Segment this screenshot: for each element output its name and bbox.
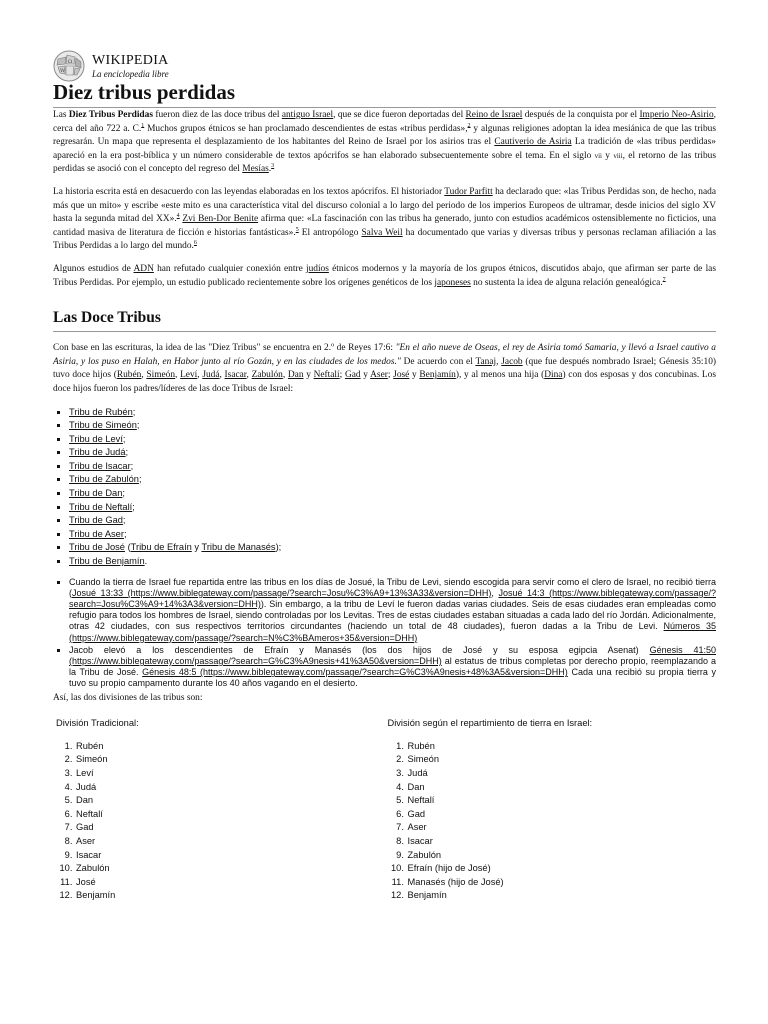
- text: fueron diez de las doce tribus del: [153, 110, 282, 120]
- list-item: ▪ Tribu de Zabulón;: [69, 473, 716, 487]
- link-isacar[interactable]: Isacar: [224, 370, 247, 381]
- link-tribu[interactable]: Tribu de Leví: [69, 433, 123, 444]
- link-tribu[interactable]: Tribu de Dan: [69, 488, 123, 499]
- text: han refutado cualquier conexión entre: [153, 263, 306, 274]
- link-salva-weil[interactable]: Salva Weil: [361, 227, 403, 238]
- list-item: 12. Benjamín: [75, 889, 385, 903]
- list-item: 11. José: [75, 876, 385, 890]
- text: ,: [175, 370, 181, 381]
- text: ,: [246, 370, 252, 381]
- text: ,: [282, 370, 288, 381]
- list-item: 5. Neftalí: [407, 794, 717, 808]
- link-tribu[interactable]: Tribu de Simeón: [69, 420, 137, 431]
- list-item: 5. Dan: [75, 794, 385, 808]
- text: );: [275, 542, 282, 553]
- list-item: ▪ Tribu de Gad;: [69, 514, 716, 528]
- list-item: ▪ Tribu de Judá;: [69, 446, 716, 460]
- note-item: [69, 645, 716, 690]
- text: ,: [141, 370, 147, 381]
- link-tudor-parfitt[interactable]: Tudor Parfitt: [444, 186, 493, 197]
- link-tribu[interactable]: Tribu de Aser: [69, 528, 124, 539]
- text: afirma que: «La fascinación con las tribus ha generado, junto con estudios académicos ostensiblemente no ficticios, una cantidad masiva de literatura de ficción e historias fantásticas».: [53, 214, 717, 238]
- list-item: ▪ Tribu de Simeón;: [69, 419, 716, 433]
- intro-paragraph-1: [53, 109, 716, 177]
- link-dan[interactable]: Dan: [287, 370, 304, 381]
- link-neftali[interactable]: Neftalí: [313, 370, 340, 381]
- text: .: [268, 164, 272, 175]
- text: ;: [387, 370, 394, 381]
- text: étnicos modernos y la mayoría de los grupos étnicos, discutidos abajo, que afirman ser parte de las Tribus Perdidas. Por ejemplo, un estudio publicado recientemente sobre los orígenes genéticos de los: [53, 263, 716, 288]
- list-item: ▪ Tribu de Aser;: [69, 528, 716, 542]
- link-tribu[interactable]: Tribu de Judá: [69, 447, 126, 458]
- link-tribu-de-manases[interactable]: Tribu de Manasés: [201, 542, 276, 553]
- list-item: 3. Judá: [407, 767, 717, 781]
- roman-numeral: viii: [613, 151, 623, 160]
- text: Con base en las escrituras, la idea de las "Diez Tribus" se encuentra en 2.º de Reyes 17:6:: [53, 343, 396, 354]
- reference-link[interactable]: 3: [271, 163, 275, 170]
- list-item: 7. Gad: [75, 821, 385, 835]
- link-judios[interactable]: judíos: [305, 263, 329, 274]
- text: , cerca del año 722 a. C.: [53, 110, 717, 134]
- article-body: [53, 109, 716, 903]
- link-gad[interactable]: Gad: [344, 370, 361, 381]
- link-reino-de-israel[interactable]: Reino de Israel: [465, 110, 523, 120]
- roman-numeral: vii: [594, 151, 602, 160]
- list-item: 7. Aser: [407, 821, 717, 835]
- page-title: Diez tribus perdidas: [53, 80, 716, 108]
- divisions-intro: Así, las dos divisiones de las tribus son:: [53, 692, 203, 703]
- scripture-quote: "En el año nueve de Oseas, el rey de Asiria tomó Samaria, y llevó a Israel cautivo a Asiria, y los puso en Halah, en Habor junto al río Gozán, y en las ciudades de los medos.": [53, 343, 716, 367]
- list-item: 11. Manasés (hijo de José): [407, 876, 717, 890]
- text: ,: [491, 587, 499, 598]
- link-tribu[interactable]: Tribu de Zabulón: [69, 474, 139, 485]
- link-tribu[interactable]: Tribu de Neftalí: [69, 501, 133, 512]
- section-heading: Las Doce Tribus: [53, 308, 716, 332]
- wikipedia-logo[interactable]: [53, 50, 169, 82]
- link-tribu[interactable]: Tribu de Gad: [69, 515, 123, 526]
- link-cautiverio-de-asiria[interactable]: Cautiverio de Asiria: [494, 137, 572, 148]
- link-aser[interactable]: Aser: [370, 370, 388, 381]
- list-item: 4. Dan: [407, 781, 717, 795]
- text: Las: [53, 110, 69, 120]
- reference-link[interactable]: 5: [295, 226, 299, 233]
- text: ), y al menos una hija (: [455, 370, 545, 381]
- division-traditional: [53, 717, 385, 903]
- text: y: [360, 370, 371, 381]
- text: Algunos estudios de: [53, 263, 134, 274]
- list-item: 6. Gad: [407, 808, 717, 822]
- link-imperio-neo-asirio[interactable]: Imperio Neo-Asirio: [639, 110, 714, 120]
- list-item: 12. Benjamín: [407, 889, 717, 903]
- division-title: División según el repartimiento de tierra en Israel:: [387, 718, 593, 729]
- text: Jacob elevó a los descendientes de Efraín y Manasés (los dos hijos de José y su esposa egipcia Asenat): [69, 644, 650, 655]
- text: ;: [339, 370, 345, 381]
- link-mesias[interactable]: Mesías: [242, 164, 269, 175]
- list-item: ▪ Tribu de Leví;: [69, 433, 716, 447]
- list-item: ▪ Tribu de Neftalí;: [69, 501, 716, 515]
- text: La tradición de «las tribus perdidas» apareció en la era post-bíblica y un número considerable de textos apócrifos se han elaborado subsecuentemente sobre el tema. En el siglo: [53, 137, 716, 161]
- link-zabulon[interactable]: Zabulón: [251, 370, 283, 381]
- text: (: [124, 542, 131, 553]
- svg-text:Ω: Ω: [68, 59, 73, 65]
- division-list: [56, 740, 385, 903]
- text: ha declarado que: «las Tribus Perdidas son, de hecho, nada más que un mito» y escribe «este mito es una característica vital del discurso colonial a lo largo del periodo de los imperios Europeos de ultramar, desde inicios del siglo XV hasta la segunda mitad del XX».: [53, 186, 716, 225]
- text: (que fue después nombrado Israel; Génesis 35:10) tuvo doce hijos (: [53, 356, 717, 381]
- article-term: Diez Tribus Perdidas: [68, 110, 153, 120]
- list-item: 1. Rubén: [407, 740, 717, 754]
- link-levi[interactable]: Leví: [180, 370, 198, 381]
- link-ruben[interactable]: Rubén: [116, 370, 142, 381]
- text: y: [303, 370, 314, 381]
- text: después de la conquista por el: [522, 110, 640, 120]
- tribe-list: [53, 406, 716, 569]
- link-jacob[interactable]: Jacob: [501, 356, 523, 367]
- link-simeon[interactable]: Simeón: [146, 370, 176, 381]
- text: y: [191, 542, 202, 553]
- text: , el retorno de las tribus perdidas se asoció con el concepto del regreso del: [53, 150, 716, 175]
- link-tribu-de-benjamin[interactable]: Tribu de Benjamín: [69, 556, 145, 567]
- list-item: ▪ Tribu de Dan;: [69, 487, 716, 501]
- text: ). Sin embargo, a la tribu de Leví le fueron dadas varias ciudades. Seis de esas ciudades eran empleadas como refugio para todos los hombres de Israel, siendo controladas por los Levitas. Tres de estas ciudades estaban situadas a cada lado del río Jordán. Adicionalmente, otras 42 ciudades, con sus respectivos territorios circundantes (haciendo un total de 48 ciudades), fueron dadas a la Tribu de Levi.: [69, 599, 716, 632]
- text: De acuerdo con el: [400, 356, 476, 367]
- link-tribu[interactable]: Tribu de Isacar: [69, 460, 131, 471]
- text: al estatus de tribus completas por derecho propio, reemplazando a la Tribu de José.: [69, 656, 716, 678]
- list-item: ▪ Tribu de Rubén;: [69, 406, 716, 420]
- text: ,: [197, 370, 203, 381]
- list-item: 8. Isacar: [407, 835, 717, 849]
- division-list: [388, 740, 717, 903]
- note-item: [69, 577, 716, 644]
- text: ha documentado que varias y diversas tribus y personas reclaman afiliación a las Tribus Perdidas a lo largo del mundo.: [53, 227, 716, 252]
- external-link[interactable]: Josué 13:33 (https://www.biblegateway.com/passage/?search=Josu%C3%A9+13%3A33&version=DHH): [72, 587, 492, 598]
- text: ,: [219, 370, 225, 381]
- link-dina[interactable]: Dina: [544, 370, 563, 381]
- list-item: ▪ Tribu de Isacar;: [69, 460, 716, 474]
- list-item: 8. Aser: [75, 835, 385, 849]
- link-jose[interactable]: José: [393, 370, 410, 381]
- svg-text:W: W: [60, 68, 66, 74]
- logo-tagline: La enciclopedia libre: [92, 68, 169, 79]
- list-item: 6. Neftalí: [75, 808, 385, 822]
- text: y: [602, 150, 614, 161]
- list-item: ▪ Tribu de Benjamín.: [69, 555, 716, 569]
- text: y: [409, 370, 420, 381]
- list-item: 10. Efraín (hijo de José): [407, 862, 717, 876]
- list-item: 10. Zabulón: [75, 862, 385, 876]
- text: ,: [496, 356, 502, 367]
- intro-paragraph-3: [53, 263, 716, 290]
- list-item: 3. Leví: [75, 767, 385, 781]
- list-item: 9. Zabulón: [407, 849, 717, 863]
- text: y algunas religiones adoptan la idea mesiánica de que las tribus regresarán. Un mapa que representa el desplazamiento de los habitantes del Reino de Israel por los asirios tras el: [53, 123, 716, 148]
- logo-wordmark: WIKIPEDIA: [92, 52, 169, 68]
- divisions: [53, 717, 716, 903]
- text: El antropólogo: [298, 227, 362, 238]
- external-link[interactable]: Números 35 (https://www.biblegateway.com/passage/?search=N%C3%BAmeros+35&version=DHH): [69, 621, 716, 643]
- reference-link[interactable]: 4: [176, 213, 180, 220]
- text: Cada una recibió su propia tierra y tuvo su propio campamento durante los 40 años vagando en el desierto.: [69, 667, 716, 689]
- link-juda[interactable]: Judá: [202, 370, 220, 381]
- reference-link[interactable]: 2: [467, 122, 471, 129]
- external-link[interactable]: Génesis 48:5 (https://www.biblegateway.com/passage/?search=G%C3%A9nesis+48%3A5&version=DHH): [142, 667, 568, 678]
- text: La historia escrita está en desacuerdo con las leyendas elaboradas en los textos apócrifos. El historiador: [53, 186, 445, 197]
- list-item: 2. Simeón: [75, 753, 385, 767]
- link-japoneses[interactable]: japoneses: [434, 277, 471, 288]
- reference-link[interactable]: 1: [141, 122, 145, 129]
- reference-link[interactable]: 7: [662, 276, 666, 283]
- link-tribu[interactable]: Tribu de Rubén: [69, 406, 133, 417]
- link-zvi-ben-dor-benite[interactable]: Zvi Ben-Dor Benite: [182, 214, 259, 225]
- link-tribu-de-jose[interactable]: Tribu de José: [69, 542, 125, 553]
- text: , que se dice fueron deportadas del: [333, 110, 466, 120]
- text: no sustenta la idea de alguna relación genealógica.: [470, 277, 663, 288]
- list-item: 4. Judá: [75, 781, 385, 795]
- list-item: 2. Simeón: [407, 753, 717, 767]
- link-antiguo-israel[interactable]: antiguo Israel: [281, 110, 334, 120]
- reference-link[interactable]: 6: [193, 240, 197, 247]
- list-item: 1. Rubén: [75, 740, 385, 754]
- list-item: 9. Isacar: [75, 849, 385, 863]
- list-item: [69, 541, 716, 555]
- external-link[interactable]: Josué 14:3 (https://www.biblegateway.com/passage/?search=Josu%C3%A9+14%3A3&version=DHH): [69, 587, 716, 610]
- division-land: [385, 717, 717, 903]
- link-adn[interactable]: ADN: [133, 263, 154, 274]
- link-tanaj[interactable]: Tanaj: [475, 356, 497, 367]
- text: Muchos grupos étnicos se han proclamado descendientes de estas «tribus perdidas»,: [144, 123, 468, 134]
- notes-list: [53, 577, 716, 690]
- wikipedia-globe-icon: [53, 50, 85, 82]
- intro-paragraph-2: [53, 186, 716, 254]
- text: Cuando la tierra de Israel fue repartida entre las tribus en los días de Josué, la Tribu de Levi, siendo escogida para servir como el clero de Israel, no recibió tierra (: [69, 576, 716, 598]
- section-paragraph: [53, 342, 716, 396]
- text: ) con dos esposas y dos concubinas. Los doce hijos fueron los padres/líderes de las doce Tribus de Israel:: [53, 370, 716, 394]
- link-tribu-de-efrain[interactable]: Tribu de Efraín: [130, 542, 192, 553]
- external-link[interactable]: Génesis 41:50 (https://www.biblegateway.com/passage/?search=G%C3%A9nesis+41%3A50&version=DHH): [69, 644, 717, 667]
- link-benjamin[interactable]: Benjamín: [419, 370, 456, 381]
- division-title: División Tradicional:: [56, 718, 139, 729]
